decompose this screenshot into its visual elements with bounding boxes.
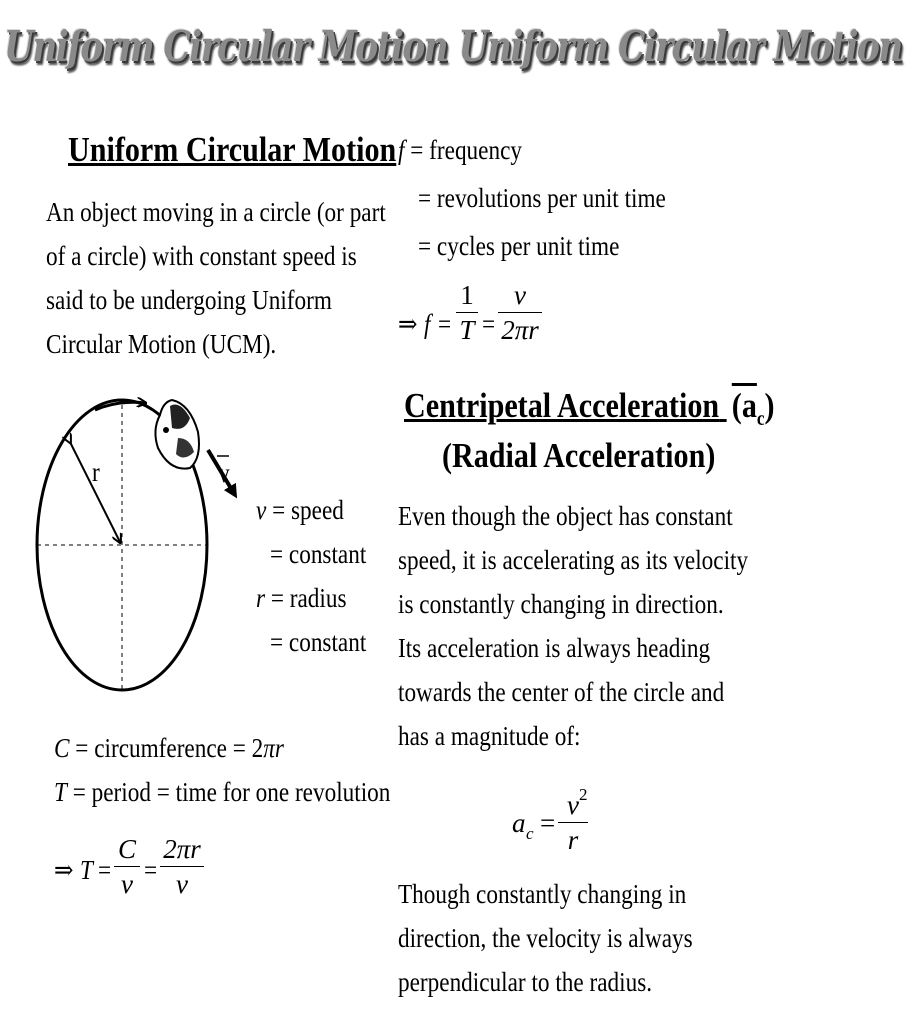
v-constant: = constant [270,539,367,569]
f-frac1-numerator: 1 [460,280,474,310]
intro-line: of a circle) with constant speed is [46,241,357,271]
frac2-denominator: v [176,869,188,899]
fraction-C-over-v [114,834,140,899]
f-cycles: = cycles per unit time [418,231,620,261]
f-frac2-denominator: 2πr [501,315,539,345]
centripetal-formula [512,785,632,870]
equals-1: = [98,855,112,885]
centripetal-heading-text: Centripetal Acceleration [404,386,720,425]
fraction-v2-over-r [558,785,588,855]
r-definition: = radius [265,583,347,613]
centripetal-heading [404,386,775,431]
fraction-v-over-2pir [498,280,542,345]
equals-2: = [144,855,158,885]
C-definition: = circumference = 2 [69,733,264,763]
frequency-formula [398,280,598,372]
frac2-numerator: 2πr [163,834,201,864]
circumference-period-defs [54,726,445,814]
implies-arrow: ⇒ [398,309,418,339]
ac-a: a [512,808,526,838]
intro-paragraph [46,190,441,366]
closing-line: Though constantly changing in [398,879,687,909]
radius-label: r [92,457,100,487]
frac1-numerator: C [117,834,136,864]
radial-heading: (Radial Acceleration) [442,436,716,475]
body-line: speed, it is accelerating as its velocity [398,545,749,575]
closing-line: direction, the velocity is always [398,923,693,953]
equals-2: = [482,309,496,339]
r-symbol: r [256,583,266,613]
T-symbol: T [54,777,67,807]
equals-1: = [438,309,452,339]
f-symbol: f [398,135,405,165]
body-line: Even though the object has constant [398,501,733,531]
f-frac1-denominator: T [459,315,475,345]
fraction-2pir-over-v [160,834,204,899]
intro-line: said to be undergoing Uniform [46,285,332,315]
f-frac2-numerator: v [514,280,526,310]
velocity-label: v [218,458,230,488]
title-banner [0,22,902,94]
acceleration-paragraph [398,494,805,758]
T-result-symbol: T [80,855,93,885]
body-line: Its acceleration is always heading [398,633,711,663]
circle-diagram [20,370,270,700]
body-line: towards the center of the circle and [398,677,725,707]
body-line: has a magnitude of: [398,721,581,751]
frac1-denominator: v [121,869,133,899]
implies-arrow: ⇒ [54,855,74,885]
ac-subscript: c [526,824,534,843]
closing-paragraph [398,872,741,1004]
C-pi-r: πr [263,733,284,763]
speed-radius-definitions [256,488,382,664]
ac-equals: = [540,808,556,838]
ac-exponent: 2 [578,785,588,804]
left-heading: Uniform Circular Motion [68,130,397,169]
v-symbol: v [256,495,267,525]
banner-text-1: Uniform Circular Motion [4,22,448,71]
banner-text-2: Uniform Circular Motion [458,22,902,71]
intro-line: Circular Motion (UCM). [46,329,277,359]
C-symbol: C [54,733,70,763]
ac-denominator: r [567,825,579,855]
f-revolutions: = revolutions per unit time [418,183,666,213]
v-definition: = speed [266,495,344,525]
r-constant: = constant [270,627,367,657]
period-formula [54,834,354,918]
banner-wordart [4,22,913,71]
closing-line: perpendicular to the radius. [398,967,653,997]
intro-line: An object moving in a circle (or part [46,197,386,227]
frequency-definition [398,128,706,268]
body-line: is constantly changing in direction. [398,589,724,619]
T-definition: = period = time for one revolution [66,777,391,807]
f-definition: = frequency [404,135,523,165]
f-result-symbol: f [424,309,431,339]
moving-object-icon [155,400,199,469]
ac-symbol: $(a_c)$ [731,386,775,430]
fraction-1-over-T [456,280,478,345]
ac-numerator: v [567,790,579,820]
